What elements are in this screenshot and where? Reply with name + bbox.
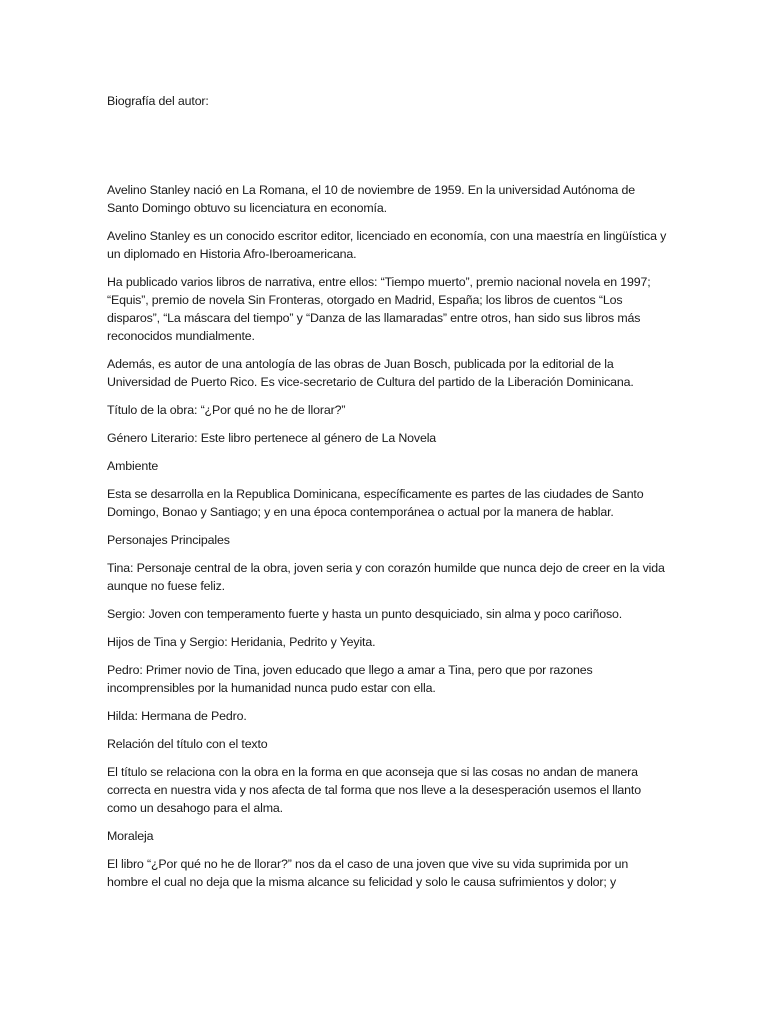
paragraph-children: Hijos de Tina y Sergio: Heridania, Pedrito y Yeyita. <box>107 635 376 649</box>
paragraph-profession: Avelino Stanley es un conocido escritor editor, licenciado en economía, con una maestría en lingüística y un diplomado en Historia Afro-Iberoamericana. <box>107 229 667 261</box>
paragraph-moral: El libro “¿Por qué no he de llorar?” nos da el caso de una joven que vive su vida suprimida por un hombre el cual no deja que la misma alcance su felicidad y solo le causa sufrimientos y dolor; y <box>107 857 629 889</box>
paragraph-character-pedro: Pedro: Primer novio de Tina, joven educado que llego a amar a Tina, pero que por razones incomprensibles por la humanidad nunca pudo estar con ella. <box>107 663 593 695</box>
paragraph-title-relation: El título se relaciona con la obra en la forma en que aconseja que si las cosas no andan de manera correcta en nuestra vida y nos afecta de tal forma que nos lleve a la desesperación usemos el llanto como un desahogo para el alma. <box>107 765 641 815</box>
heading-main-characters: Personajes Principales <box>107 533 230 547</box>
paragraph-character-tina: Tina: Personaje central de la obra, joven seria y con corazón humilde que nunca dejo de creer en la vida aunque no fuese feliz. <box>107 561 665 593</box>
section-heading-biography: Biografía del autor: <box>107 94 209 108</box>
paragraph-publications: Ha publicado varios libros de narrativa, entre ellos: “Tiempo muerto”, premio nacional novela en 1997; “Equis”, premio de novela Sin Fronteras, otorgado en Madrid, España; los libros de cuentos “Los disparos”, “La máscara del tiempo” y “Danza de las llamaradas” entre otros, han sido sus libros más reconocidos mundialmente. <box>107 275 651 343</box>
paragraph-setting: Esta se desarrolla en la Republica Dominicana, específicamente es partes de las ciudades de Santo Domingo, Bonao y Santiago; y en una época contemporánea o actual por la manera de hablar. <box>107 487 644 519</box>
paragraph-genre: Género Literario: Este libro pertenece al género de La Novela <box>107 431 437 445</box>
heading-setting: Ambiente <box>107 459 159 473</box>
paragraph-work-title: Título de la obra: “¿Por qué no he de llorar?” <box>107 403 346 417</box>
paragraph-character-hilda: Hilda: Hermana de Pedro. <box>107 709 247 723</box>
paragraph-birth: Avelino Stanley nació en La Romana, el 10 de noviembre de 1959. En la universidad Autónoma de Santo Domingo obtuvo su licenciatura en economía. <box>107 183 635 215</box>
document-body <box>107 92 667 901</box>
paragraph-anthology: Además, es autor de una antología de las obras de Juan Bosch, publicada por la editorial de la Universidad de Puerto Rico. Es vice-secretario de Cultura del partido de la Liberación Dominicana. <box>107 357 634 389</box>
heading-title-relation: Relación del título con el texto <box>107 737 268 751</box>
paragraph-character-sergio: Sergio: Joven con temperamento fuerte y hasta un punto desquiciado, sin alma y poco cariñoso. <box>107 607 623 621</box>
heading-moral: Moraleja <box>107 829 154 843</box>
blank-space <box>107 110 667 181</box>
